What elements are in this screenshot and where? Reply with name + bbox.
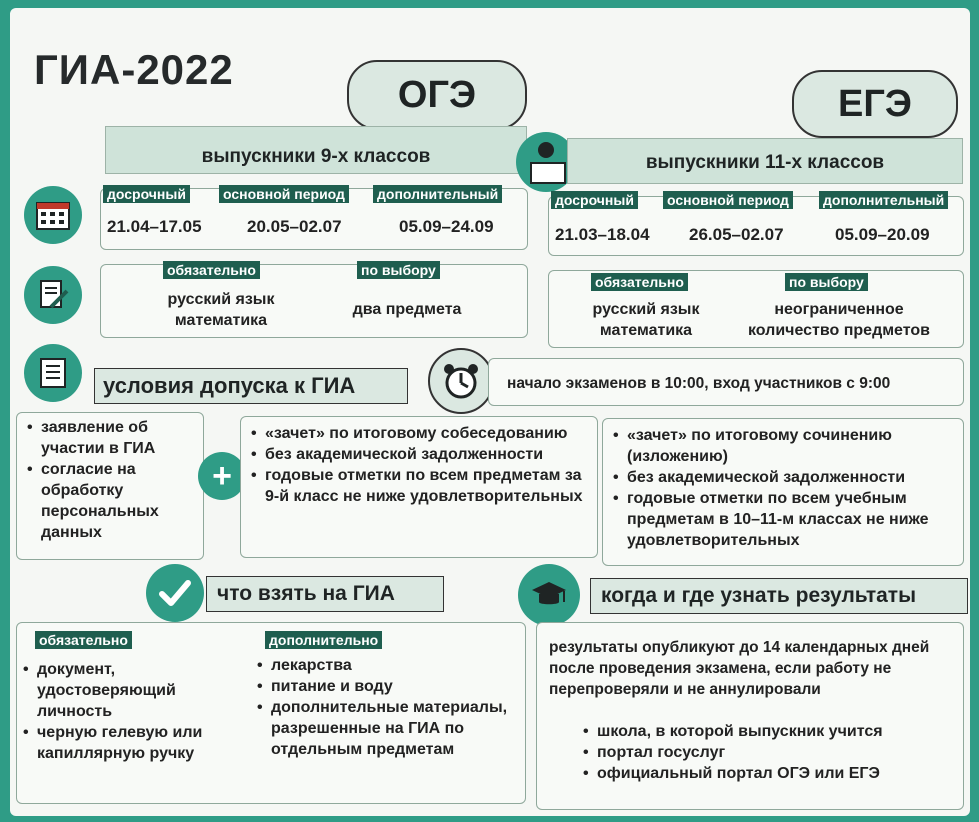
grade9-band: выпускники 9-х классов — [105, 126, 527, 174]
admission-general-item: • согласие на обработку персональных данных — [25, 459, 201, 543]
results-where-item: • школа, в которой выпускник учится — [581, 721, 951, 742]
oge-subjects-box — [100, 264, 528, 338]
grade11-band: выпускники 11-х классов — [567, 138, 963, 184]
oge-period-2-label: основной период — [219, 185, 349, 203]
page-title: ГИА-2022 — [34, 46, 234, 93]
results-where-item: • официальный портал ОГЭ или ЕГЭ — [581, 763, 951, 784]
ege-mandatory-label: обязательно — [591, 273, 688, 291]
admission-general-box — [16, 412, 204, 560]
results-where-item: • портал госуслуг — [581, 742, 951, 763]
take-extra-item: • лекарства — [255, 655, 517, 676]
plus-icon: + — [198, 452, 246, 500]
oge-choice-subjects: два предмета — [352, 301, 462, 318]
ege-subjects-box — [548, 270, 964, 348]
admission-oge-item: • без академической задолженности — [249, 444, 591, 465]
checkmark-icon — [146, 564, 204, 622]
ege-period-3-dates: 05.09–20.09 — [835, 225, 930, 244]
start-time-text: начало экзаменов в 10:00, вход участников с 9:00 — [507, 375, 891, 392]
frame-left — [0, 0, 10, 822]
take-extra-item: • питание и воду — [255, 676, 517, 697]
oge-choice-label: по выбору — [357, 261, 440, 279]
ege-period-2-dates: 26.05–02.07 — [689, 225, 784, 244]
infographic-sheet — [10, 8, 970, 816]
what-to-take-box — [16, 622, 526, 804]
ege-period-2-label: основной период — [663, 191, 793, 209]
oge-period-2-dates: 20.05–02.07 — [247, 217, 342, 236]
start-time-box — [488, 358, 964, 406]
admission-ege-item: • годовые отметки по всем учебным предметам в 10–11-м классах не ниже удовлетворительных — [611, 488, 957, 551]
admission-oge-box — [240, 416, 598, 558]
document-pen-icon — [24, 266, 82, 324]
alarm-clock-icon — [428, 348, 494, 414]
ege-choice-subjects: неограниченное количество предметов — [748, 301, 930, 339]
checklist-icon — [24, 344, 82, 402]
take-mandatory-list — [21, 659, 247, 764]
oge-pill: ОГЭ — [347, 60, 527, 130]
admission-general-list — [25, 417, 201, 543]
oge-period-1-label: досрочный — [103, 185, 190, 203]
admission-oge-item: • «зачет» по итоговому собеседованию — [249, 423, 591, 444]
admission-general-item: • заявление об участии в ГИА — [25, 417, 201, 459]
ege-period-1-label: досрочный — [551, 191, 638, 209]
what-to-take-heading: что взять на ГИА — [206, 576, 444, 612]
graduation-cap-icon — [518, 564, 580, 626]
ege-periods-box — [548, 192, 964, 256]
oge-periods-box — [100, 188, 528, 250]
results-text: результаты опубликуют до 14 календарных дней после проведения экзамена, если работу не перепроверяли и не аннулировали — [549, 639, 930, 698]
ege-period-1-dates: 21.03–18.04 — [555, 225, 650, 244]
oge-period-1-dates: 21.04–17.05 — [107, 217, 202, 236]
oge-period-3-label: дополнительный — [373, 185, 502, 203]
take-extra-list — [255, 655, 517, 760]
results-box — [536, 622, 964, 810]
ege-period-3-label: дополнительный — [819, 191, 948, 209]
take-extra-item: • дополнительные материалы, разрешенные на ГИА по отдельным предметам — [255, 697, 517, 760]
admission-ege-item: • без академической задолженности — [611, 467, 957, 488]
take-mandatory-label: обязательно — [35, 631, 132, 649]
ege-choice-label: по выбору — [785, 273, 868, 291]
take-extra-label: дополнительно — [265, 631, 382, 649]
results-where-list — [581, 721, 951, 784]
calendar-icon — [24, 186, 82, 244]
admission-oge-item: • годовые отметки по всем предметам за 9-й класс не ниже удовлетворительных — [249, 465, 591, 507]
admission-ege-list — [611, 425, 957, 551]
admission-heading: условия допуска к ГИА — [94, 368, 408, 404]
take-mandatory-item: • черную гелевую или капиллярную ручку — [21, 722, 247, 764]
admission-ege-item: • «зачет» по итоговому сочинению (изложению) — [611, 425, 957, 467]
ege-mandatory-subjects: русский язык математика — [592, 301, 700, 339]
admission-ege-box — [602, 418, 964, 566]
oge-mandatory-label: обязательно — [163, 261, 260, 279]
results-heading: когда и где узнать результаты — [590, 578, 968, 614]
oge-mandatory-subjects: русский язык математика — [167, 291, 275, 329]
oge-period-3-dates: 05.09–24.09 — [399, 217, 494, 236]
ege-pill: ЕГЭ — [792, 70, 958, 138]
take-mandatory-item: • документ, удостоверяющий личность — [21, 659, 247, 722]
admission-oge-list — [249, 423, 591, 507]
